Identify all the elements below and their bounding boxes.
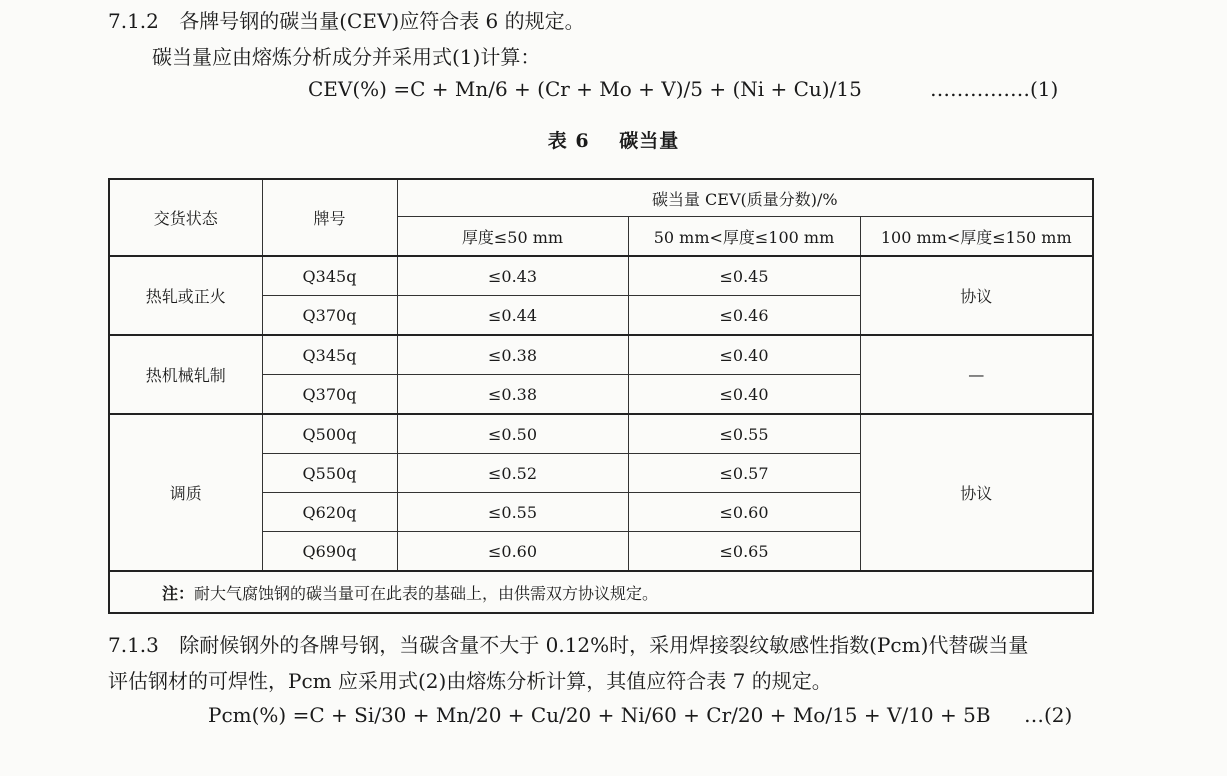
section-number: 7.1.3: [108, 633, 159, 657]
grade-cell: Q345q: [262, 256, 397, 296]
header-thickness-1: 厚度≤50 mm: [397, 217, 628, 257]
table-note: [109, 571, 1093, 613]
delivery-state-cell: 热轧或正火: [109, 256, 262, 335]
table-caption-label: 表 6: [547, 130, 590, 152]
grade-cell: Q345q: [262, 335, 397, 375]
cev-cell: ≤0.40: [628, 335, 860, 375]
cev-third-cell: 协议: [860, 256, 1093, 335]
pcm-formula: Pcm(%) =C + Si/30 + Mn/20 + Cu/20 + Ni/60 + Cr/20 + Mo/15 + V/10 + 5B: [208, 703, 991, 727]
cev-cell: ≤0.55: [628, 414, 860, 454]
cev-cell: ≤0.46: [628, 296, 860, 336]
carbon-equivalent-table: [108, 178, 1094, 614]
delivery-state-cell: 调质: [109, 414, 262, 571]
header-delivery-state: 交货状态: [109, 179, 262, 256]
cev-formula-number: ……………(1): [930, 77, 1059, 101]
cev-cell: ≤0.43: [397, 256, 628, 296]
section-text: 各牌号钢的碳当量(CEV)应符合表 6 的规定。: [179, 9, 585, 33]
cev-formula: CEV(%) =C + Mn/6 + (Cr + Mo + V)/5 + (Ni + Cu)/15: [308, 77, 862, 101]
cev-cell: ≤0.38: [397, 335, 628, 375]
cev-cell: ≤0.57: [628, 454, 860, 493]
cev-cell: ≤0.44: [397, 296, 628, 336]
grade-cell: Q370q: [262, 375, 397, 415]
cev-cell: ≤0.60: [628, 493, 860, 532]
cev-cell: ≤0.40: [628, 375, 860, 415]
section-text: 除耐候钢外的各牌号钢，当碳含量不大于 0.12%时，采用焊接裂纹敏感性指数(Pcm)代替碳当量: [179, 633, 1029, 657]
header-cev-group: 碳当量 CEV(质量分数)/%: [397, 179, 1093, 217]
table-row: [109, 335, 1093, 375]
cev-cell: ≤0.65: [628, 532, 860, 572]
cev-intro-text: 碳当量应由熔炼分析成分并采用式(1)计算：: [152, 45, 541, 69]
grade-cell: Q690q: [262, 532, 397, 572]
grade-cell: Q500q: [262, 414, 397, 454]
delivery-state-cell: 热机械轧制: [109, 335, 262, 414]
grade-cell: Q370q: [262, 296, 397, 336]
note-text: 耐大气腐蚀钢的碳当量可在此表的基础上，由供需双方协议规定。: [194, 583, 659, 603]
pcm-formula-number: …(2): [1024, 703, 1073, 727]
table-caption-title: 碳当量: [619, 130, 680, 152]
table-row: [109, 414, 1093, 454]
header-thickness-3: 100 mm<厚度≤150 mm: [860, 217, 1093, 257]
cev-cell: ≤0.45: [628, 256, 860, 296]
cev-cell: ≤0.55: [397, 493, 628, 532]
grade-cell: Q550q: [262, 454, 397, 493]
table-6-caption: [0, 126, 1227, 153]
section-7-1-3-line-1: [108, 632, 1028, 658]
section-7-1-2-heading: [108, 8, 585, 34]
cev-cell: ≤0.50: [397, 414, 628, 454]
header-grade: 牌号: [262, 179, 397, 256]
note-label: 注：: [162, 583, 195, 603]
section-7-1-3-line-2: 评估钢材的可焊性，Pcm 应采用式(2)由熔炼分析计算，其值应符合表 7 的规定。: [108, 669, 832, 693]
cev-cell: ≤0.52: [397, 454, 628, 493]
grade-cell: Q620q: [262, 493, 397, 532]
cev-third-cell: —: [860, 335, 1093, 414]
table-row: [109, 256, 1093, 296]
table-note-row: [109, 571, 1093, 613]
header-thickness-2: 50 mm<厚度≤100 mm: [628, 217, 860, 257]
cev-third-cell: 协议: [860, 414, 1093, 571]
cev-cell: ≤0.60: [397, 532, 628, 572]
cev-cell: ≤0.38: [397, 375, 628, 415]
section-number: 7.1.2: [108, 9, 159, 33]
